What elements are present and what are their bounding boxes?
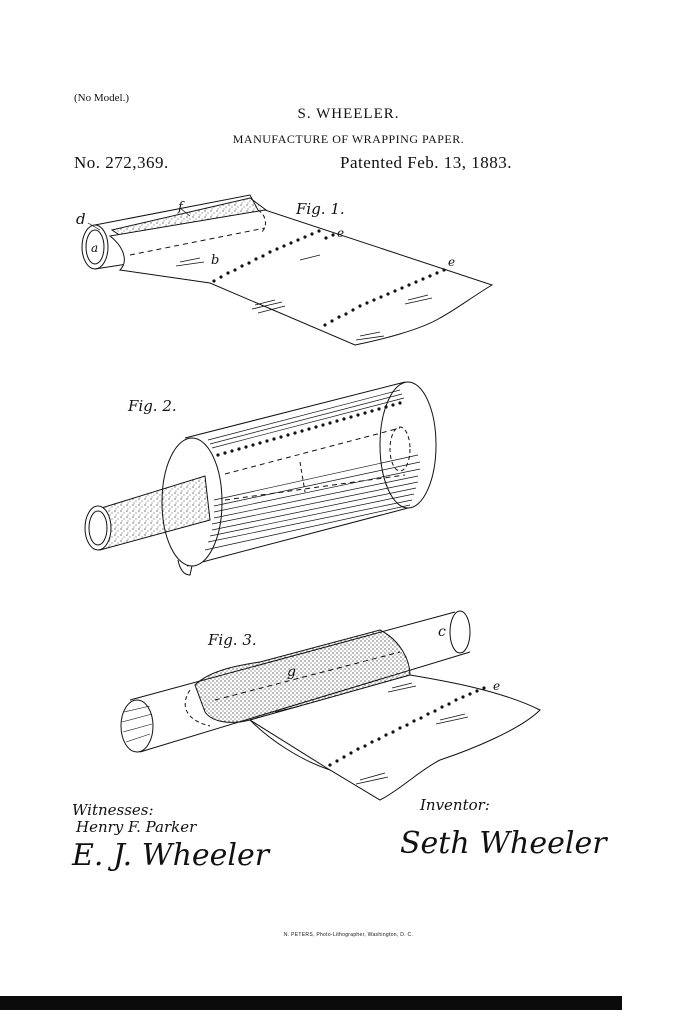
inventor-signature: Seth Wheeler bbox=[400, 826, 607, 861]
fig1-letter-e-lower: e bbox=[448, 255, 456, 269]
patent-date: Patented Feb. 13, 1883. bbox=[340, 153, 513, 172]
figure-3 bbox=[121, 611, 540, 800]
fig1-letter-a: a bbox=[91, 241, 99, 255]
fig3-letter-c: c bbox=[438, 624, 446, 640]
inventor-label: Inventor: bbox=[420, 796, 490, 814]
printer-line: N. PETERS, Photo-Lithographer, Washington, D. C. bbox=[283, 932, 414, 938]
witness-signature-1: Henry F. Parker bbox=[76, 818, 197, 836]
fig-2-label: Fig. 2. bbox=[128, 397, 177, 415]
witness-signature-2: E. J. Wheeler bbox=[72, 838, 270, 873]
inventor-name-heading: S. WHEELER. bbox=[297, 106, 400, 122]
fig3-letter-e: e bbox=[493, 679, 501, 693]
fig1-letter-e-upper: e bbox=[337, 226, 345, 240]
fig1-letter-b: b bbox=[211, 253, 220, 268]
fig1-letter-d: d bbox=[76, 210, 86, 228]
fig2-perforations bbox=[216, 401, 401, 456]
scan-bottom-border bbox=[0, 996, 622, 1010]
fig-3-label: Fig. 3. bbox=[208, 631, 257, 649]
model-note: (No Model.) bbox=[74, 92, 129, 104]
patent-title: MANUFACTURE OF WRAPPING PAPER. bbox=[232, 132, 465, 146]
patent-number: No. 272,369. bbox=[74, 153, 169, 172]
fig-1-label: Fig. 1. bbox=[296, 200, 345, 218]
fig3-letter-g: g bbox=[287, 664, 296, 680]
fig1-letter-f: f bbox=[178, 200, 183, 215]
figure-1 bbox=[82, 195, 492, 345]
witnesses-label: Witnesses: bbox=[72, 801, 154, 819]
